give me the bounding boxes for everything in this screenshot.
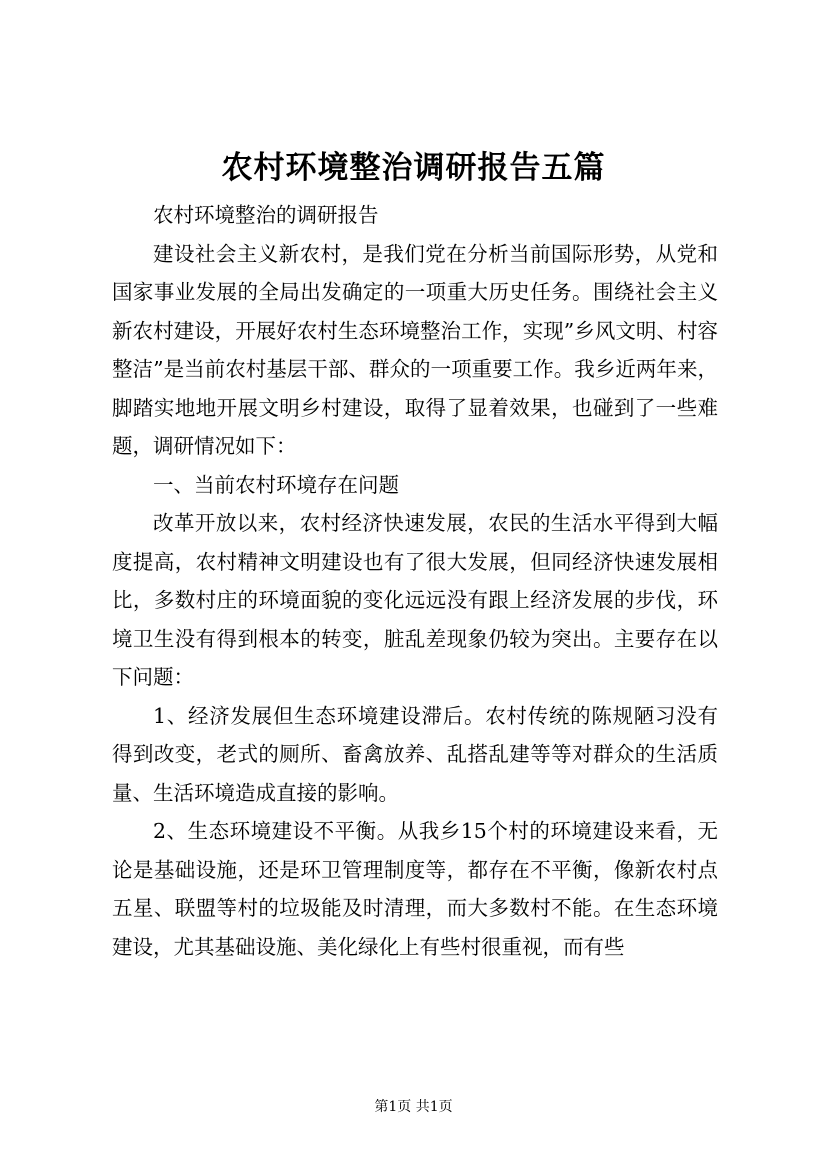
document-title: 农村环境整治调研报告五篇 — [221, 150, 606, 186]
document-body — [112, 196, 718, 966]
paragraph-item-2: 2、生态环境建设不平衡。从我乡15个村的环境建设来看，无论是基础设施，还是环卫管理制度等，都存在不平衡，像新农村点五星、联盟等村的垃圾能及时清理，而大多数村不能。在生态环境建设，尤其基础设施、美化绿化上有些村很重视，而有些 — [112, 819, 718, 959]
section-heading: 一、当前农村环境存在问题 — [153, 472, 399, 497]
paragraph-subtitle: 农村环境整治的调研报告 — [153, 203, 379, 227]
paragraph-overview: 改革开放以来，农村经济快速发展，农民的生活水平得到大幅度提高，农村精神文明建设也有了很大发展，但同经济快速发展相比，多数村庄的环境面貌的变化远远没有跟上经济发展的步伐，环境卫生没有得到根本的转变，脏乱差现象仍较为突出。主要存在以下问题： — [112, 511, 718, 689]
paragraph-item-1: 1、经济发展但生态环境建设滞后。农村传统的陈规陋习没有得到改变，老式的厕所、畜禽放养、乱搭乱建等等对群众的生活质量、生活环境造成直接的影响。 — [112, 703, 718, 805]
paragraph-intro: 建设社会主义新农村，是我们党在分析当前国际形势，从党和国家事业发展的全局出发确定的一项重大历史任务。围绕社会主义新农村建设，开展好农村生态环境整治工作，实现”乡风文明、村容整洁”是当前农村基层干部、群众的一项重要工作。我乡近两年来，脚踏实地地开展文明乡村建设，取得了显着效果，也碰到了一些难题，调研情况如下： — [112, 241, 718, 458]
page-footer: 第1页 共1页 — [374, 1099, 453, 1115]
